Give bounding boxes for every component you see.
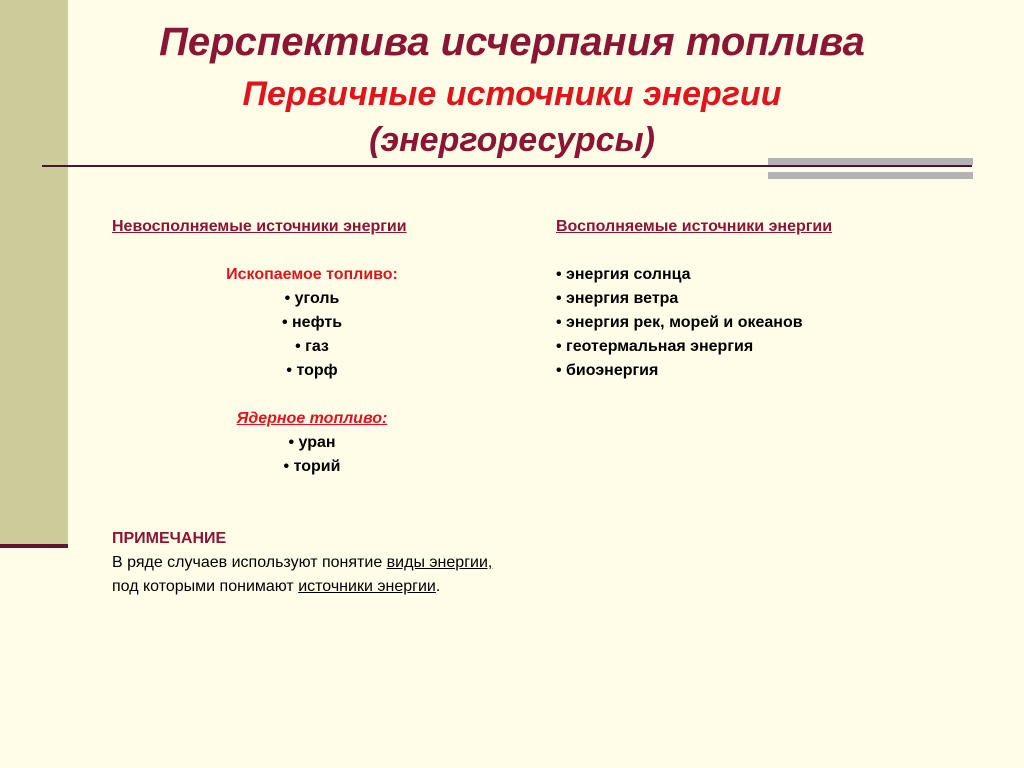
note-text-3: . [435,578,441,595]
note-term-energy-types: виды энергии, [386,554,493,571]
fossil-item-gas: • газ [295,338,329,355]
renewable-column [556,215,956,383]
note-text-1: В ряде случаев используют понятие [112,554,387,571]
slide-title: Перспектива исчерпания топлива [159,20,865,64]
gray-bar-bottom [768,172,973,179]
left-decorative-bar [0,0,68,544]
fossil-fuel-label: Ископаемое топливо: [226,266,398,283]
renewable-item-bio: • биоэнергия [556,362,659,379]
renewable-item-hydro: • энергия рек, морей и океанов [556,314,803,331]
note-title: ПРИМЕЧАНИЕ [112,530,227,547]
left-bar-underline [0,544,68,548]
slide-subtitle: Первичные источники энергии [242,75,782,113]
note-term-energy-sources: источники энергии [298,578,436,595]
note-block [112,527,522,599]
renewable-item-solar: • энергия солнца [556,266,691,283]
nuclear-fuel-label: Ядерное топливо: [236,410,388,427]
fossil-item-oil: • нефть [281,314,343,331]
renewable-heading: Восполняемые источники энергии [556,218,833,235]
nonrenewable-heading: Невосполняемые источники энергии [112,218,407,235]
renewable-item-wind: • энергия ветра [556,290,679,307]
nuclear-item-uranium: • уран [288,434,336,451]
nuclear-item-thorium: • торий [283,458,341,475]
note-text-2: под которыми понимают [112,578,299,595]
fossil-item-coal: • уголь [284,290,340,307]
fossil-item-peat: • торф [286,362,338,379]
renewable-item-geothermal: • геотермальная энергия [556,338,754,355]
slide-subtitle-paren: (энергоресурсы) [369,121,655,159]
nonrenewable-column [112,215,512,479]
